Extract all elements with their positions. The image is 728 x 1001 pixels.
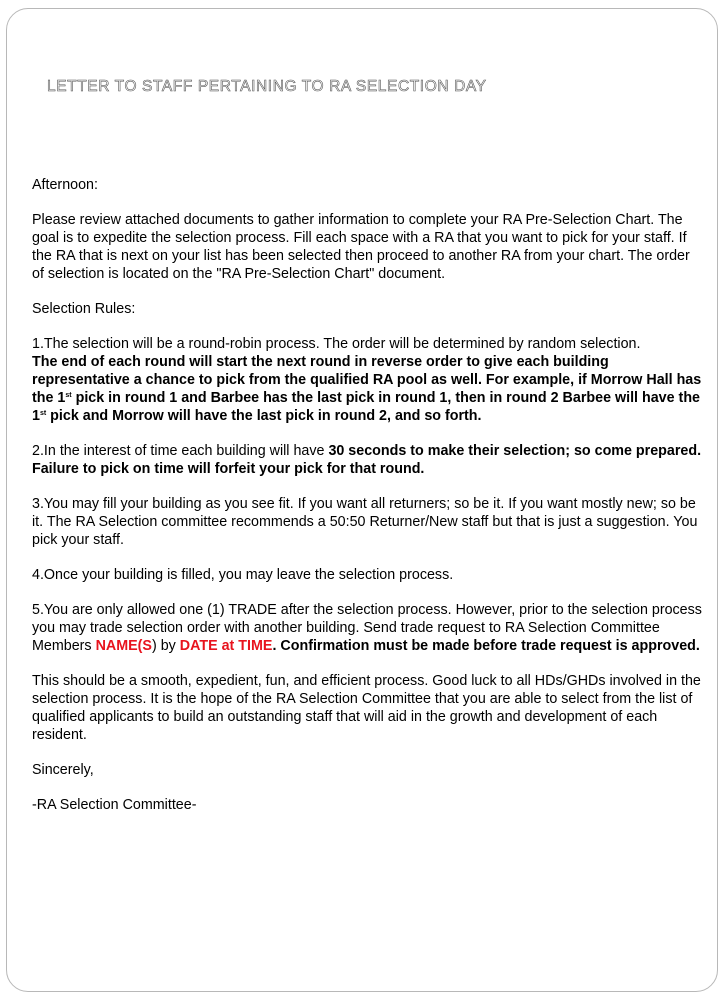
letter-body xyxy=(32,176,702,831)
signoff: Sincerely, xyxy=(32,762,94,778)
rule-1 xyxy=(32,335,702,425)
document-title: LETTER TO STAFF PERTAINING TO RA SELECTION DAY xyxy=(47,78,487,95)
signature: -RA Selection Committee- xyxy=(32,797,197,813)
greeting: Afternoon: xyxy=(32,177,98,193)
rule-2-text: 2.In the interest of time each building will have xyxy=(32,443,329,459)
names-placeholder: NAME(S xyxy=(95,638,152,654)
rules-heading: Selection Rules: xyxy=(32,301,136,317)
rule-1-bold-a: The end of each round will start the next round in reverse order to give each building representative a chance to pick from the qualified RA pool as well. For example, if Morrow Hall has the 1 xyxy=(32,354,702,406)
rule-1-bold-c: pick and Morrow will have the last pick in round 2, and so forth. xyxy=(46,408,482,424)
rule-5-text: 5.You are only allowed one (1) TRADE after the selection process. However, prior to the selection process you may trade selection order with another building. Send trade request to RA Selection Committee Members xyxy=(32,602,702,654)
superscript-st: st xyxy=(39,410,47,417)
date-time-placeholder: DATE at TIME xyxy=(179,638,273,654)
closing-paragraph: This should be a smooth, expedient, fun, and efficient process. Good luck to all HDs/GHDs involved in the selection process. It is the hope of the RA Selection Committee that you are able to select from the list of qualified applicants to build an outstanding staff that will aid in the growth and development of each resident. xyxy=(32,673,701,743)
rule-2-bold: 30 seconds to make their selection; so come prepared. Failure to pick on time will forfeit your pick for that round. xyxy=(32,443,702,477)
rule-1-text: 1.The selection will be a round-robin process. The order will be determined by random selection. xyxy=(32,336,641,352)
rule-3: 3.You may fill your building as you see fit. If you want all returners; so be it. If you want mostly new; so be it. The RA Selection committee recommends a 50:50 Returner/New staff but that is just a suggestion. You pick your staff. xyxy=(32,496,698,548)
rule-5 xyxy=(32,601,702,655)
rule-1-bold-b: pick in round 1 and Barbee has the last pick in round 1, then in round 2 Barbee will have the 1 xyxy=(32,390,701,424)
superscript-st: st xyxy=(65,392,72,399)
rule-4: 4.Once your building is filled, you may leave the selection process. xyxy=(32,567,454,583)
rule-5-by: ) by xyxy=(151,638,180,654)
rule-5-bold-end: . Confirmation must be made before trade request is approved. xyxy=(272,638,700,654)
rule-2 xyxy=(32,442,702,478)
intro-paragraph: Please review attached documents to gather information to complete your RA Pre-Selection Chart. The goal is to expedite the selection process. Fill each space with a RA that you want to pick for your staff. If the RA that is next on your list has been selected then proceed to another RA from your chart. The order of selection is located on the "RA Pre-Selection Chart" document. xyxy=(32,212,690,282)
